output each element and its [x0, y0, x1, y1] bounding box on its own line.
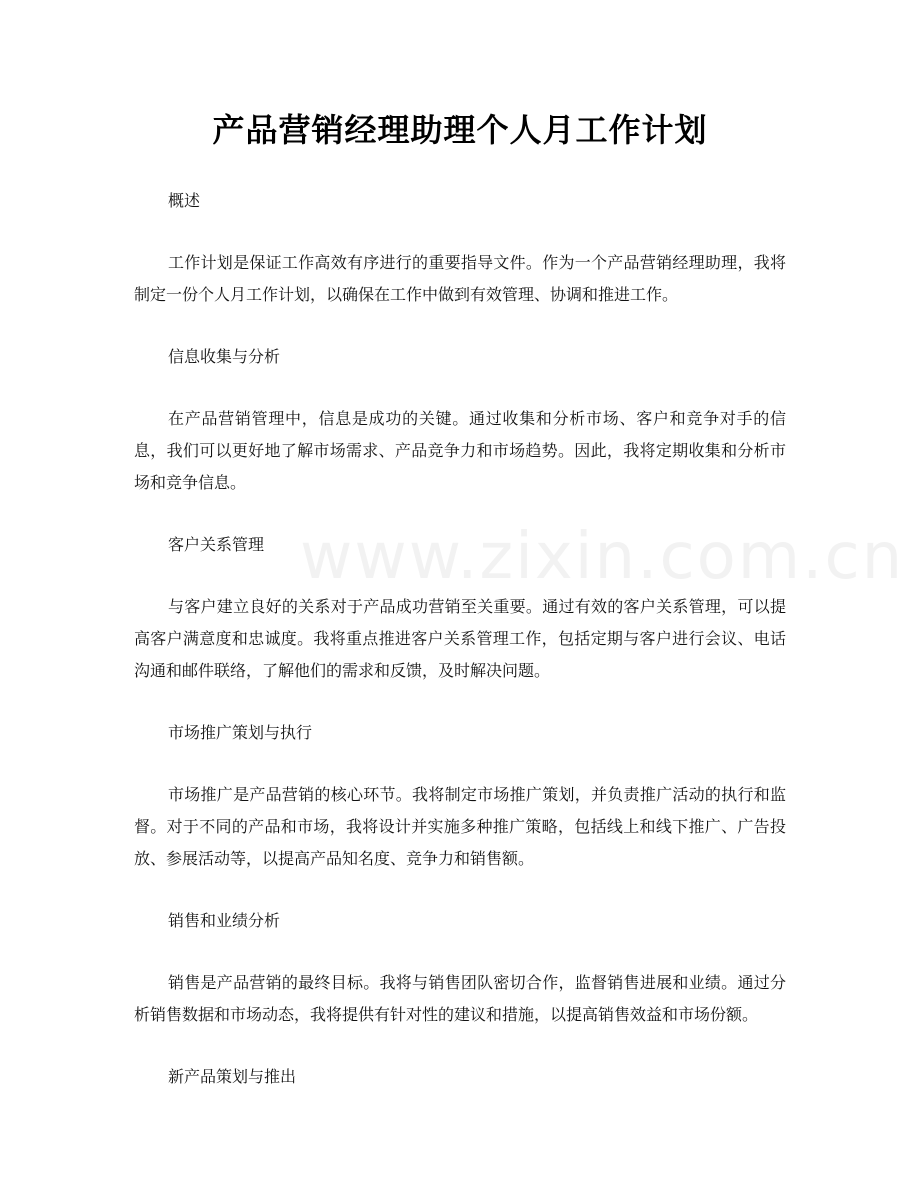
section-heading-sales-analysis: 销售和业绩分析	[168, 911, 281, 930]
section-heading-market-promotion: 市场推广策划与执行	[168, 723, 313, 742]
section-heading-new-product: 新产品策划与推出	[168, 1067, 297, 1086]
section-paragraph-overview: 工作计划是保证工作高效有序进行的重要指导文件。作为一个产品营销经理助理，我将制定一份个人月工作计划，以确保在工作中做到有效管理、协调和推进工作。	[134, 253, 786, 304]
section-paragraph-customer-relations: 与客户建立良好的关系对于产品成功营销至关重要。通过有效的客户关系管理，可以提高客户满意度和忠诚度。我将重点推进客户关系管理工作，包括定期与客户进行会议、电话沟通和邮件联络，了解他们的需求和反馈，及时解决问题。	[134, 597, 786, 680]
section-paragraph-sales-analysis: 销售是产品营销的最终目标。我将与销售团队密切合作，监督销售进展和业绩。通过分析销售数据和市场动态，我将提供有针对性的建议和措施，以提高销售效益和市场份额。	[134, 973, 786, 1024]
document-body	[134, 185, 905, 1123]
watermark: www.zixin.com.cn	[300, 520, 905, 594]
section-heading-overview: 概述	[168, 191, 201, 210]
section-paragraph-market-promotion: 市场推广是产品营销的核心环节。我将制定市场推广策划，并负责推广活动的执行和监督。对于不同的产品和市场，我将设计并实施多种推广策略，包括线上和线下推广、广告投放、参展活动等，以提高产品知名度、竞争力和销售额。	[134, 785, 786, 868]
section-heading-customer-relations: 客户关系管理	[168, 535, 265, 554]
section-heading-info-analysis: 信息收集与分析	[168, 347, 281, 366]
section-paragraph-info-analysis: 在产品营销管理中，信息是成功的关键。通过收集和分析市场、客户和竞争对手的信息，我们可以更好地了解市场需求、产品竞争力和市场趋势。因此，我将定期收集和分析市场和竞争信息。	[134, 409, 786, 492]
document-title: 产品营销经理助理个人月工作计划	[212, 111, 708, 149]
